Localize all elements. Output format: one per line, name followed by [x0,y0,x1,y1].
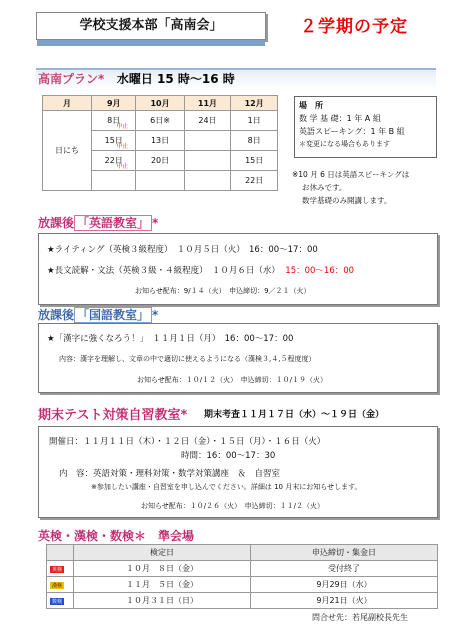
th-blank [47,545,74,561]
test-tag [47,561,74,577]
date: 22日 [104,156,123,165]
th-sep: 9月 [92,96,136,111]
english-class-heading [38,214,158,231]
cancel-mark: 中止 [116,163,129,170]
schedule-note [292,168,442,207]
tests-title: 英検・漢検・数検＊ 準会場 [38,529,195,543]
location-box [294,96,437,158]
date: 8日 [107,116,121,125]
test-row [47,577,438,593]
date: 15日 [104,136,123,145]
konan-plan-name: 高南プラン [38,72,99,86]
location-note: ＊変更になる場合もあります [299,140,390,148]
exam-warning: ※参加したい講座・自習室を申し込んでください。詳細は 10 月末にお知らせします。 [91,483,362,491]
tests-table [46,544,438,609]
star: * [152,308,159,322]
cell: 1日 [231,111,278,131]
cell [92,131,136,151]
cell [184,171,231,191]
exam-prep-box [38,426,438,518]
star: * [98,72,105,86]
cell: 8日 [231,131,278,151]
th-dec: 12月 [231,96,278,111]
japanese-notice: お知らせ配布：１０/１２（火） 申込締切：１０/１９（火） [137,376,328,384]
cell [92,151,136,171]
exam-dates: 開催日：１１月１１日（木）・１２日（金）・１５日（月）・１６日（火） [49,437,326,447]
term-title: ２学期の予定 [300,17,408,37]
th-deadline: 申込締切・集金日 [251,545,438,561]
location-line: 数 学 基 礎：1 年 A 組 [299,114,381,123]
cell [92,171,136,191]
cell: 13日 [136,131,184,151]
location-line: 英語スピーキング：1 年 B 組 [299,127,405,136]
test-date: １０月３１日（日） [74,593,251,609]
test-row [47,561,438,577]
cell [184,131,231,151]
test-row [47,593,438,609]
note-line: 数学基礎のみ開講します。 [302,196,392,205]
english-reading [47,264,354,276]
konan-plan-title [38,70,235,87]
cell: 20日 [136,151,184,171]
schedule-table [42,95,278,191]
kanken-tag: 漢検 [52,583,63,589]
heading-box: 「英語教室」 [74,215,152,231]
heading-box: 「国語教室」 [74,307,152,323]
cell: 22日 [231,171,278,191]
cell [92,111,136,131]
star: * [180,408,188,423]
cell: 6日※ [136,111,184,131]
konan-plan-time: 水曜日 15 時〜16 時 [116,72,235,86]
heading-prefix: 放課後 [38,308,75,322]
star: * [152,216,159,230]
english-reading-time: 15：00〜16：00 [285,266,355,276]
eiken-tag: 英検 [52,567,63,573]
exam-prep-name: 期末テスト対策自習教室 [38,408,181,423]
exam-content: 内 容：英語対策・理科対策・数学対策講座 ＆ 自習室 [59,469,281,479]
english-reading-text: ★長文読解・文法（英検３級・４級程度） １０月６日（水） [47,266,280,276]
cell: 24日 [184,111,231,131]
location-title: 場 所 [299,101,323,110]
header-bar [37,40,265,46]
english-notice: お知らせ配布：9/１４（火） 申込締切：9／２１（火） [135,287,311,295]
th-nov: 11月 [184,96,231,111]
exam-period: 期末考査１１月１７日（水）〜１９日（金） [204,410,385,420]
japanese-class-box [38,323,438,393]
cancel-mark: 中止 [116,143,129,150]
english-writing: ★ライティング（英検３級程度） １０月５日（火） 16：00〜17：00 [47,245,318,255]
exam-time: 時間：16：00〜17：30 [181,451,276,461]
test-date: １１月 ５日（金） [74,577,251,593]
suken-tag: 数検 [52,599,63,605]
cell: 15日 [231,151,278,171]
test-deadline: 9月29日（水） [251,577,438,593]
row-label: 日にち [43,111,92,191]
cell [184,151,231,171]
kanji-class: ★「漢字に強くなろう！」 １１月１日（月） 16：00〜17：00 [47,334,294,344]
cell [136,171,184,191]
test-deadline: 9月21日（火） [251,593,438,609]
th-date: 検定日 [74,545,251,561]
th-oct: 10月 [136,96,184,111]
exam-notice: お知らせ配布：１０/２６（火） 申込締切：１１/２（火） [141,502,325,510]
test-deadline: 受付終了 [251,561,438,577]
note-line: お休みです。 [302,183,347,192]
note-line: ※10 月 6 日は英語スピーキングは [292,170,410,179]
th-month: 月 [43,96,92,111]
heading-prefix: 放課後 [38,216,75,230]
exam-prep-title [38,404,187,423]
english-class-box [38,233,438,305]
kanji-content: 内容：漢字を理解し、文章の中で適切に使えるようになる（漢検３,４,５程度度） [59,355,316,363]
test-tag [47,593,74,609]
test-tag [47,577,74,593]
cancel-mark: 中止 [116,123,129,130]
japanese-class-heading [38,306,158,323]
test-date: １０月 ８日（金） [74,561,251,577]
org-title: 学校支援本部「高南会」 [36,12,266,40]
footer-contact: 問合せ先：若尾副校長先生 [312,613,408,622]
